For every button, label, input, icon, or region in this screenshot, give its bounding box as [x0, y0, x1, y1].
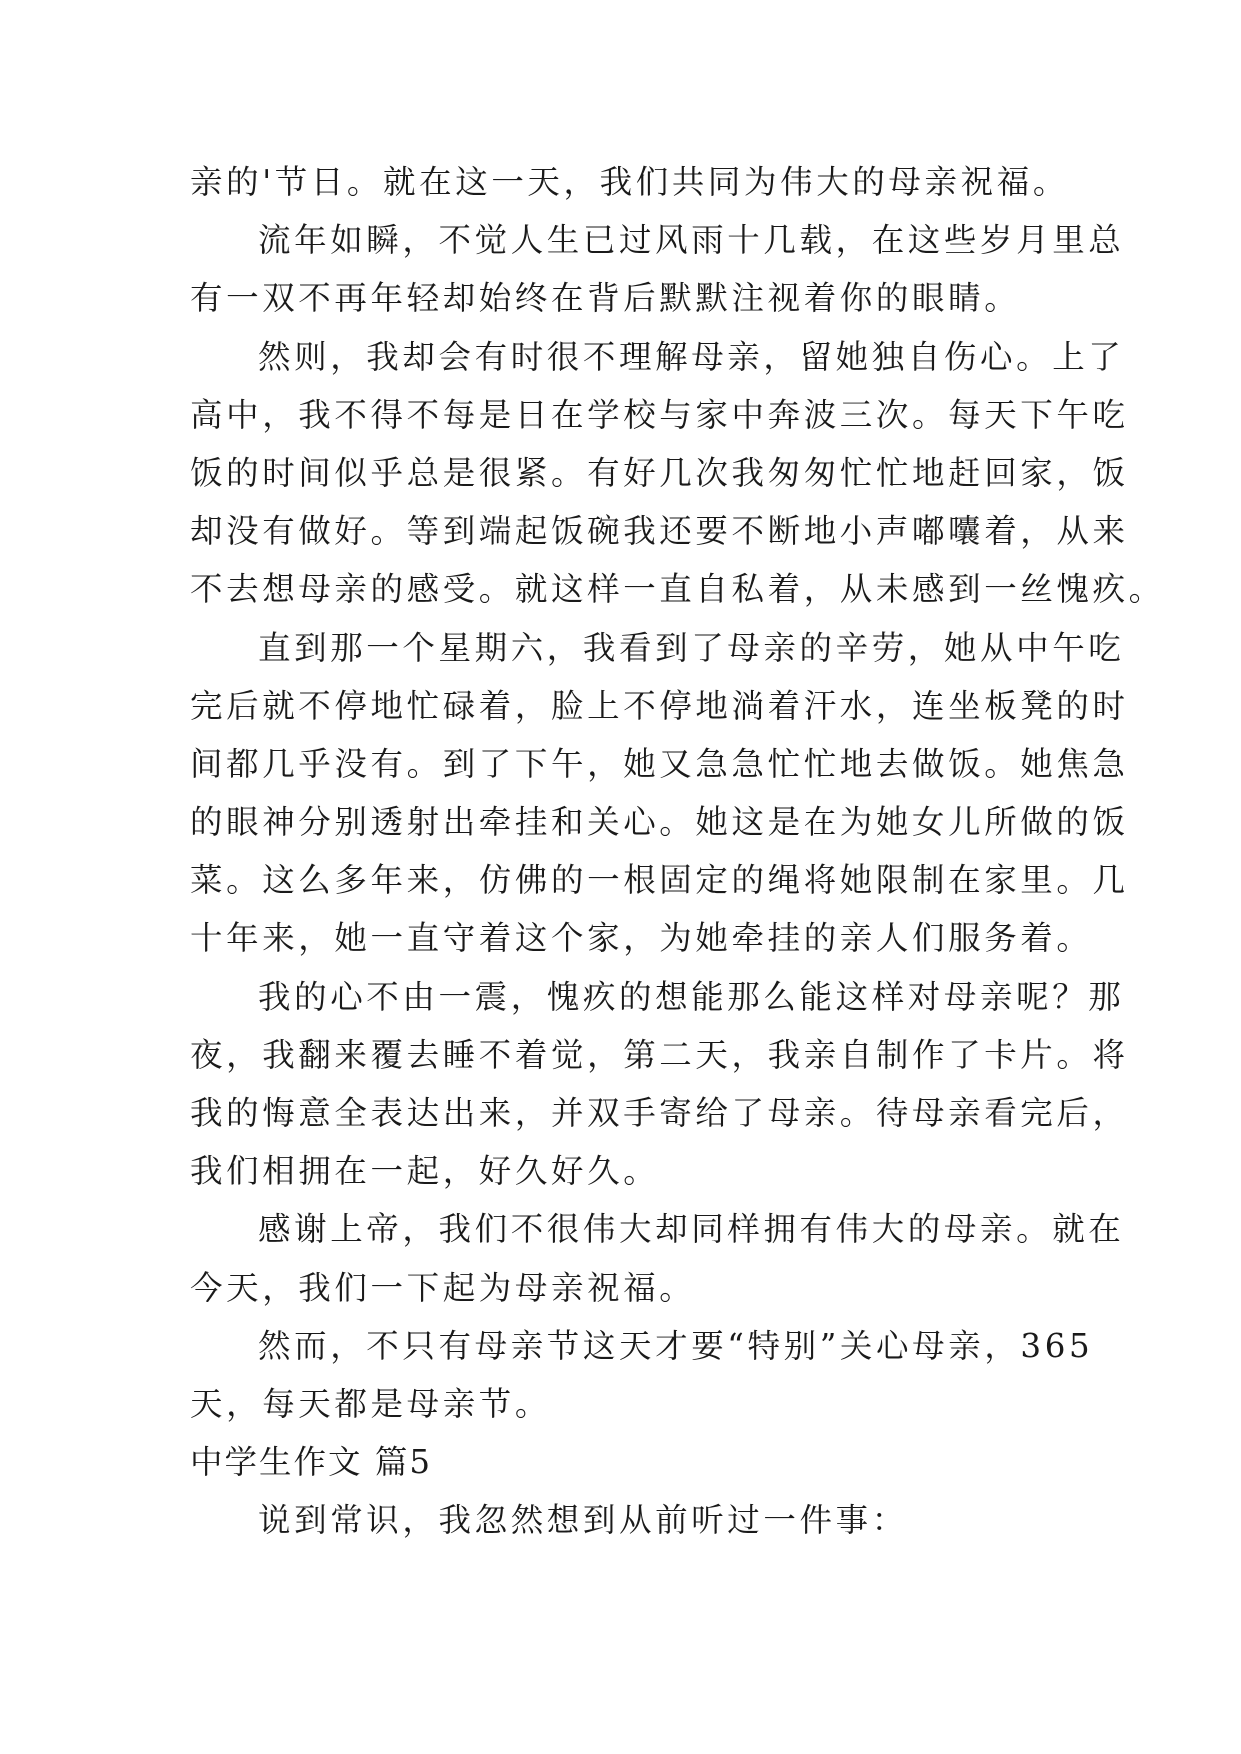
paragraph-line: 亲的'节日。就在这一天，我们共同为伟大的母亲祝福。 — [190, 163, 1069, 201]
section-heading: 中学生作文 篇5 — [190, 1443, 433, 1482]
paragraph-line: 饭的时间似乎总是很紧。有好几次我匆匆忙忙地赶回家，饭 — [190, 453, 1129, 492]
paragraph-line: 天，每天都是母亲节。 — [190, 1384, 552, 1423]
paragraph-line: 高中，我不得不每是日在学校与家中奔波三次。每天下午吃 — [190, 395, 1129, 434]
paragraph-line: 然则，我却会有时很不理解母亲，留她独自伤心。上了 — [258, 337, 1125, 376]
paragraph-line: 我的悔意全表达出来，并双手寄给了母亲。待母亲看完后， — [190, 1094, 1129, 1132]
paragraph-line: 菜。这么多年来，仿佛的一根固定的绳将她限制在家里。几 — [190, 861, 1129, 900]
paragraph-line: 却没有做好。等到端起饭碗我还要不断地小声嘟囔着，从来 — [190, 512, 1129, 551]
paragraph-line: 流年如瞬，不觉人生已过风雨十几载，在这些岁月里总 — [258, 221, 1125, 260]
paragraph-line: 夜，我翻来覆去睡不着觉，第二天，我亲自制作了卡片。将 — [190, 1035, 1129, 1074]
paragraph-line: 有一双不再年轻却始终在背后默默注视着你的眼睛。 — [190, 279, 1021, 318]
paragraph-line: 的眼神分别透射出牵挂和关心。她这是在为她女儿所做的饭 — [190, 803, 1129, 842]
paragraph-line: 说到常识，我忽然想到从前听过一件事： — [258, 1501, 908, 1540]
paragraph-line: 我的心不由一震，愧疚的想能那么能这样对母亲呢？那 — [258, 977, 1125, 1016]
paragraph-line: 今天，我们一下起为母亲祝福。 — [190, 1268, 696, 1307]
paragraph-line: 完后就不停地忙碌着，脸上不停地淌着汗水，连坐板凳的时 — [190, 686, 1129, 725]
paragraph-line: 十年来，她一直守着这个家，为她牵挂的亲人们服务着。 — [190, 919, 1093, 958]
paragraph-line: 直到那一个星期六，我看到了母亲的辛劳，她从中午吃 — [258, 628, 1125, 667]
paragraph-line: 不去想母亲的感受。就这样一直自私着，从未感到一丝愧疚。 — [190, 570, 1165, 609]
paragraph-line: 感谢上帝，我们不很伟大却同样拥有伟大的母亲。就在 — [258, 1210, 1125, 1249]
essay-body — [190, 153, 1165, 1550]
paragraph-line: 然而，不只有母亲节这天才要“特别”关心母亲，365 — [258, 1326, 1094, 1365]
paragraph-line: 我们相拥在一起，好久好久。 — [190, 1152, 660, 1191]
paragraph-line: 间都几乎没有。到了下午，她又急急忙忙地去做饭。她焦急 — [190, 744, 1129, 783]
